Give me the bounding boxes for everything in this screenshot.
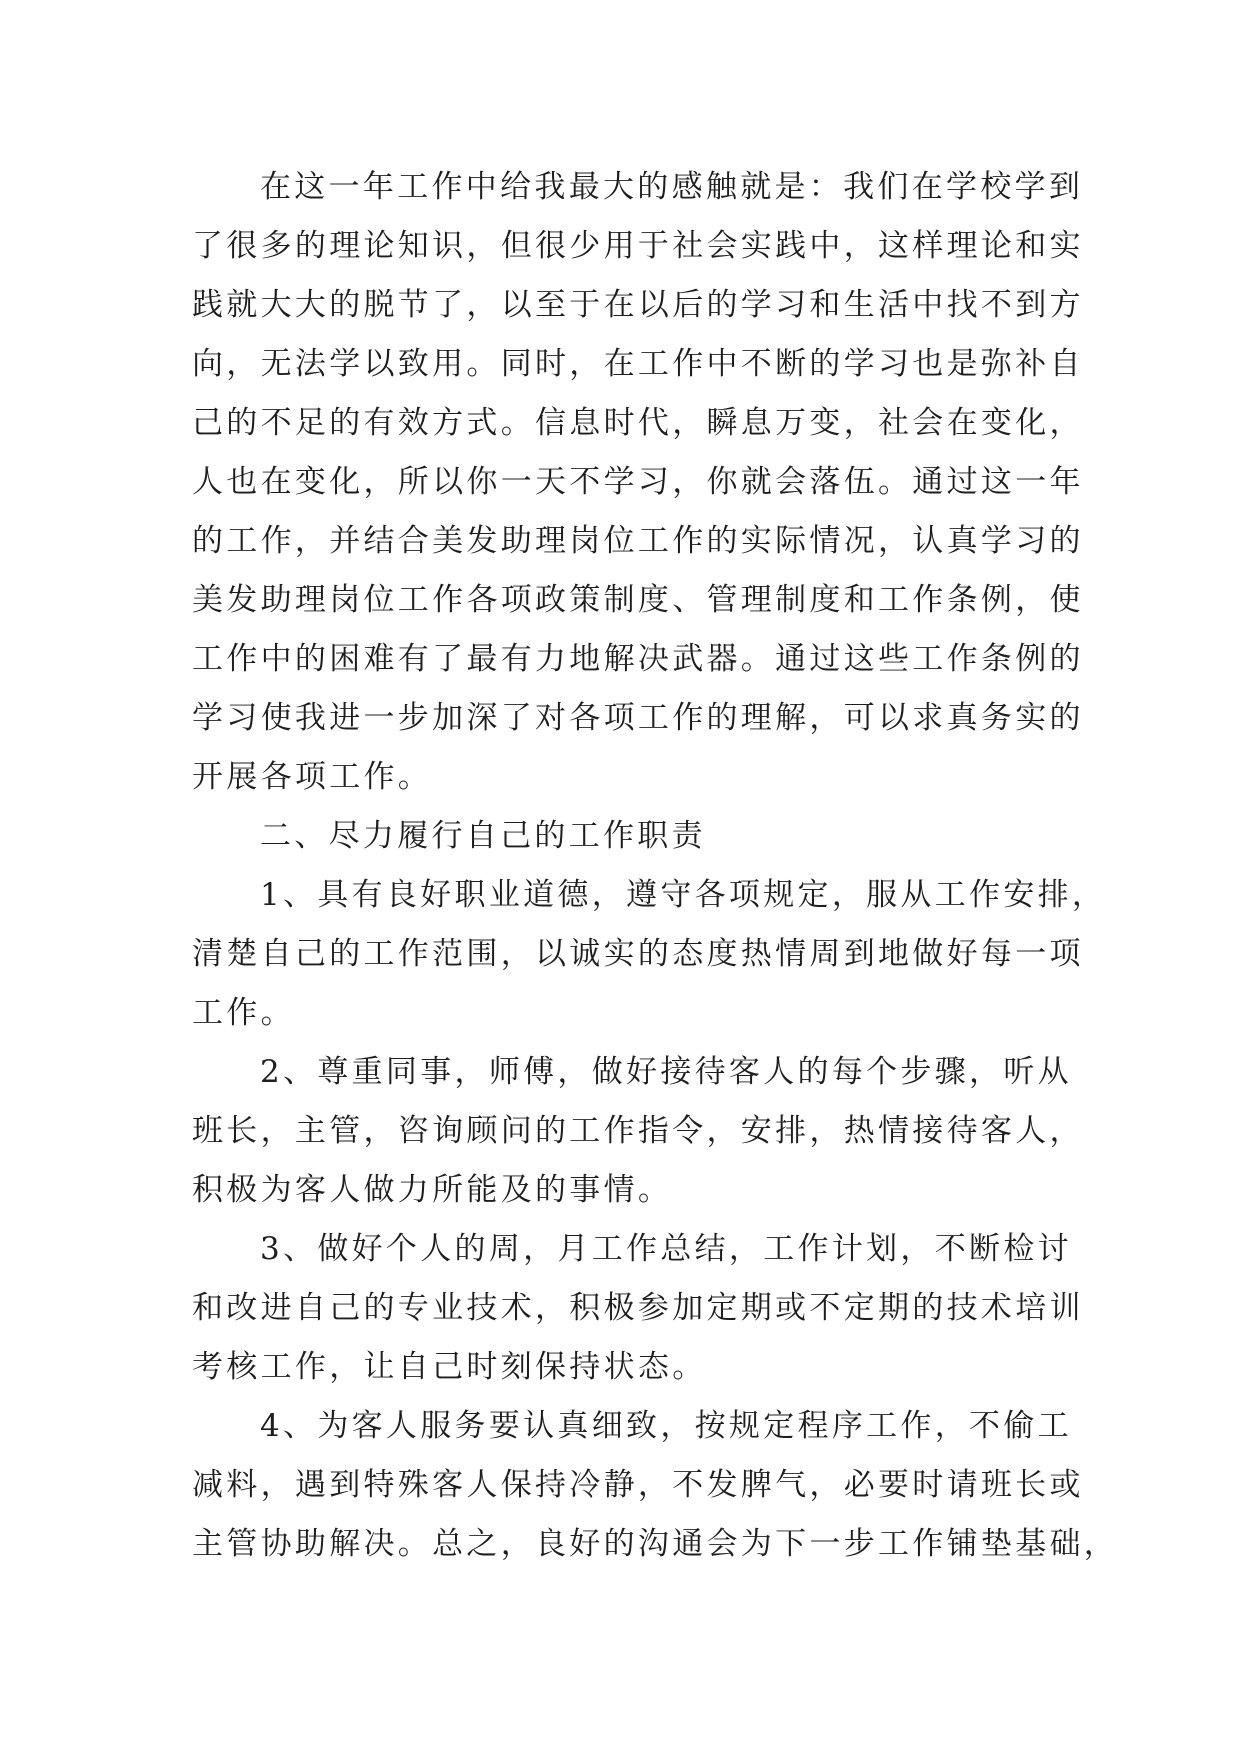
text-line: 1、具有良好职业道德，遵守各项规定，服从工作安排， (260, 877, 1107, 913)
section-heading (192, 807, 1052, 866)
text-line: 开展各项工作。 (192, 759, 433, 795)
paragraph-1 (192, 158, 1084, 807)
text-line: 主管协助解决。总之，良好的沟通会为下一步工作铺垫基础， (192, 1526, 1119, 1562)
text-line: 工作中的困难有了最有力地解决武器。通过这些工作条例的 (192, 641, 1084, 677)
text-line: 学习使我进一步加深了对各项工作的理解，可以求真务实的 (192, 700, 1084, 736)
text-line: 和改进自己的专业技术，积极参加定期或不定期的技术培训 (192, 1290, 1084, 1326)
text-line: 了很多的理论知识，但很少用于社会实践中，这样理论和实 (192, 228, 1084, 264)
text-line: 践就大大的脱节了，以至于在以后的学习和生活中找不到方 (192, 287, 1084, 323)
text-line: 考核工作，让自己时刻保持状态。 (192, 1349, 707, 1385)
text-line: 4、为客人服务要认真细致，按规定程序工作，不偷工 (260, 1408, 1072, 1444)
text-line: 己的不足的有效方式。信息时代，瞬息万变，社会在变化， (192, 405, 1084, 441)
text-line: 在这一年工作中给我最大的感触就是：我们在学校学到 (260, 169, 1084, 205)
text-line: 美发助理岗位工作各项政策制度、管理制度和工作条例，使 (192, 582, 1084, 618)
list-item-3 (192, 1220, 1084, 1397)
list-item-1 (192, 866, 1107, 1043)
text-line: 的工作，并结合美发助理岗位工作的实际情况，认真学习的 (192, 523, 1084, 559)
text-line: 班长，主管，咨询顾问的工作指令，安排，热情接待客人， (192, 1113, 1084, 1149)
text-line: 2、尊重同事，师傅，做好接待客人的每个步骤，听从 (260, 1054, 1072, 1090)
text-line: 减料，遇到特殊客人保持冷静，不发脾气，必要时请班长或 (192, 1467, 1084, 1503)
text-line: 清楚自己的工作范围，以诚实的态度热情周到地做好每一项 (192, 936, 1084, 972)
text-line: 积极为客人做力所能及的事情。 (192, 1172, 673, 1208)
text-line: 向，无法学以致用。同时，在工作中不断的学习也是弥补自 (192, 346, 1084, 382)
text-line: 3、做好个人的周，月工作总结，工作计划，不断检讨 (260, 1231, 1072, 1267)
list-item-2 (192, 1043, 1084, 1220)
list-item-4 (192, 1397, 1119, 1574)
heading-line: 二、尽力履行自己的工作职责 (260, 818, 706, 854)
document-page (192, 158, 1119, 1574)
text-line: 工作。 (192, 995, 295, 1031)
text-line: 人也在变化，所以你一天不学习，你就会落伍。通过这一年 (192, 464, 1084, 500)
